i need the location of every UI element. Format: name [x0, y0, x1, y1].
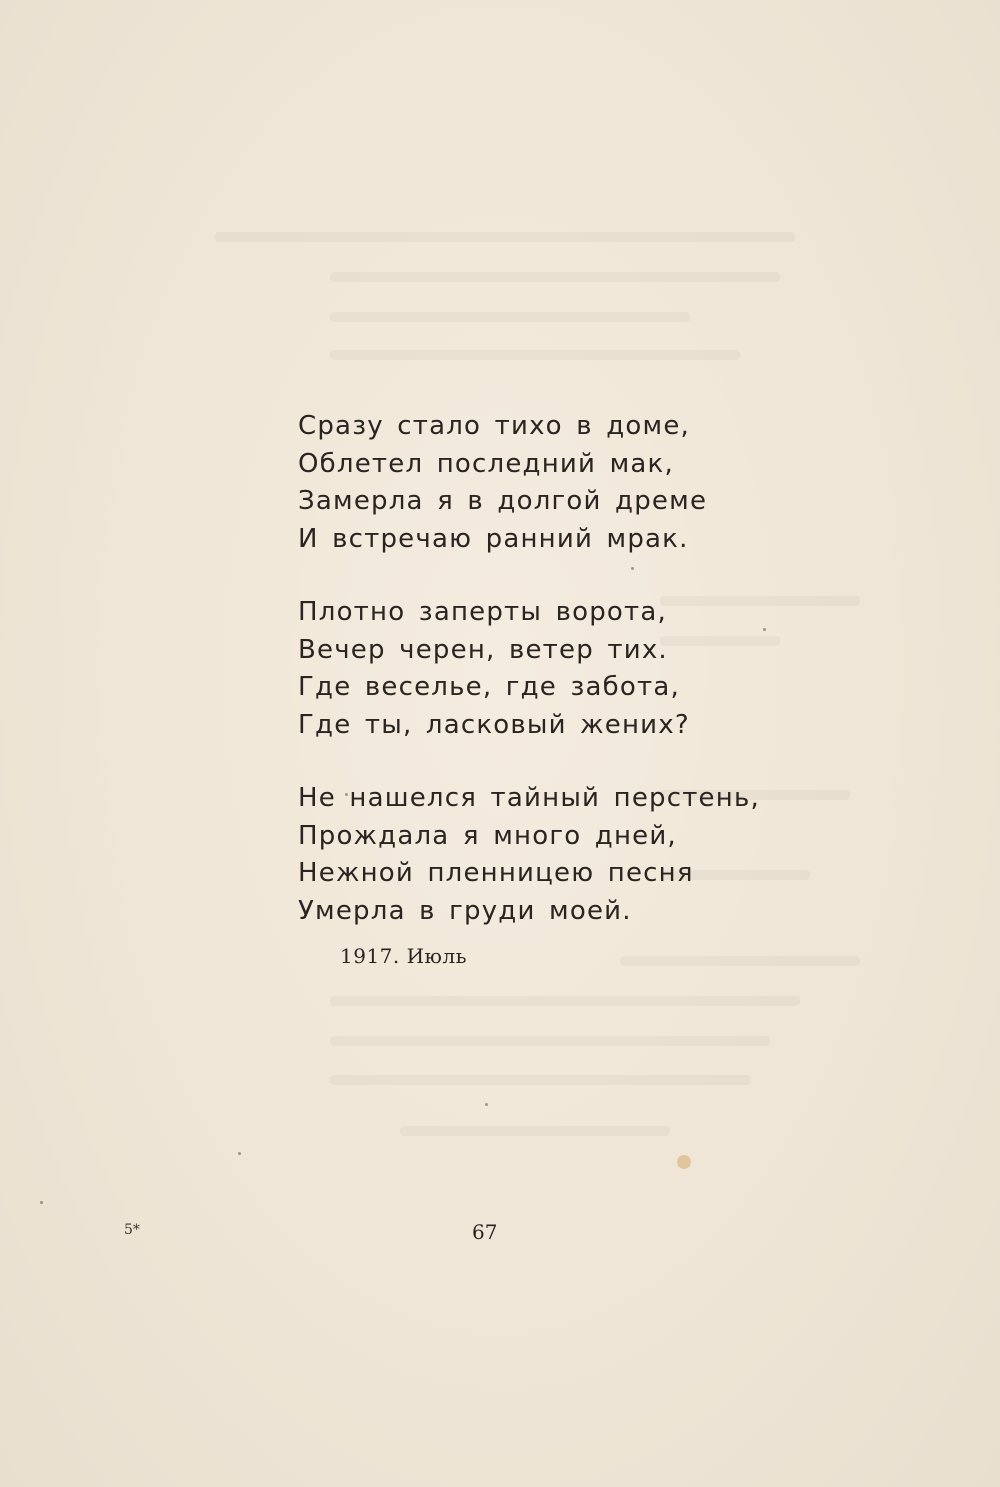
paper-speck [40, 1201, 43, 1204]
page-number: 67 [472, 1220, 498, 1244]
poem-line: Прождала я много дней, [298, 820, 677, 851]
poem-line: Плотно заперты ворота, [298, 597, 667, 627]
signature-mark: 5* [124, 1222, 140, 1238]
poem-stanza [298, 408, 760, 558]
paper-speck [763, 628, 766, 631]
poem-line: И встречаю ранний мрак. [298, 523, 689, 554]
paper-speck [485, 1103, 488, 1106]
poem-line: Облетел последний мак, [298, 448, 674, 479]
poem-date: 1917. Июль [340, 944, 468, 968]
poem-stanza [298, 594, 760, 744]
poem-line: Где веселье, где забота, [298, 672, 680, 702]
poem-line: Умерла в груди моей. [298, 895, 632, 926]
paper-speck [631, 567, 634, 570]
poem-line: Не нашелся тайный перстень, [298, 783, 760, 813]
poem-line: Нежной пленницею песня [298, 858, 694, 888]
poem-line: Где ты, ласковый жених? [298, 709, 690, 740]
paper-speck [345, 793, 348, 796]
poem-line: Замерла я в долгой дреме [298, 486, 708, 516]
poem-stanza [298, 780, 760, 930]
paper-speck [238, 1152, 241, 1155]
poem-line: Сразу стало тихо в доме, [298, 411, 690, 441]
paper-stain [677, 1155, 691, 1169]
poem-line: Вечер черен, ветер тих. [298, 634, 668, 665]
poem [298, 408, 760, 966]
